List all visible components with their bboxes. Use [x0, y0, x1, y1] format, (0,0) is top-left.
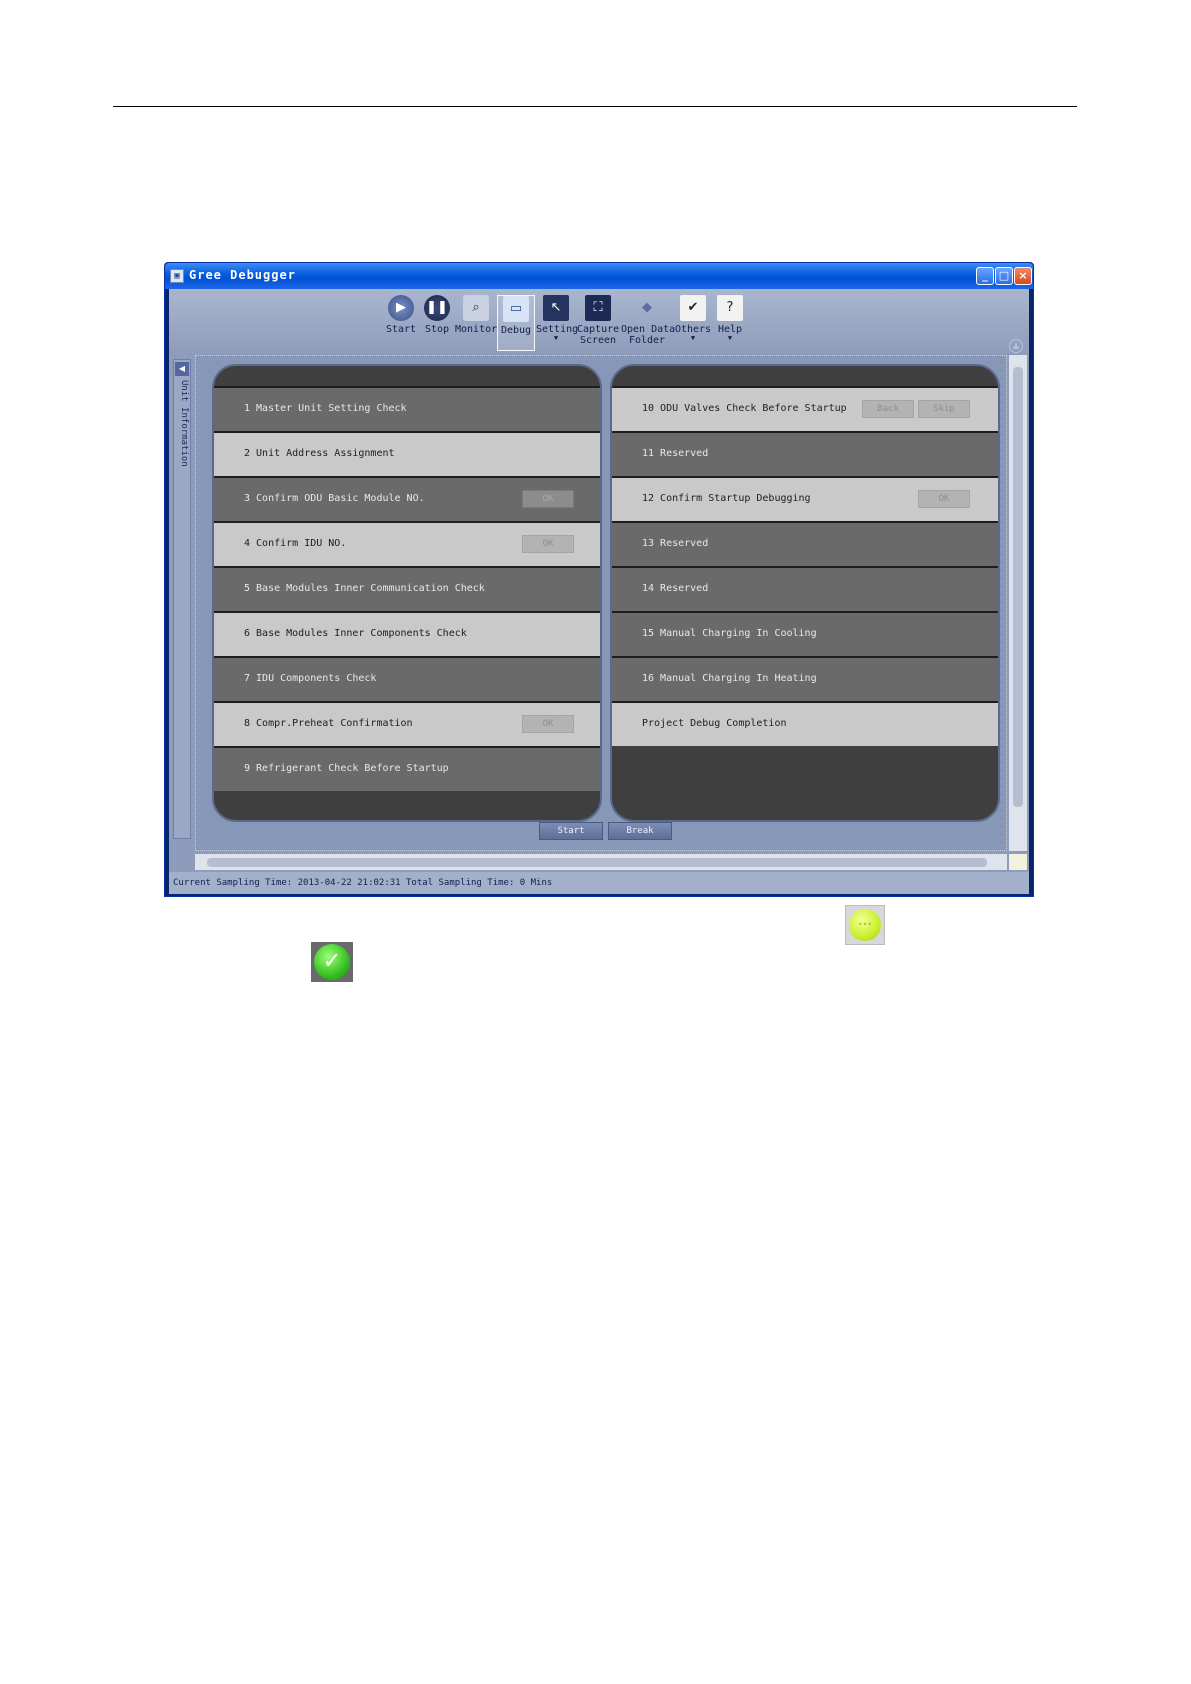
client-area — [169, 289, 1029, 894]
step-row-2[interactable] — [214, 431, 600, 476]
capture-icon: ⛶ — [585, 295, 611, 321]
step-label: 9 Refrigerant Check Before Startup — [244, 763, 449, 774]
chevron-down-icon: ▼ — [690, 334, 696, 342]
step-row-11[interactable] — [612, 431, 998, 476]
toolbar-collapse-icon[interactable]: ▲ — [1009, 339, 1023, 353]
step-10-skip-button[interactable]: Skip — [918, 400, 970, 418]
left-steps-panel — [212, 364, 602, 822]
app-icon: ▣ — [170, 269, 184, 283]
toolbar-stop-button[interactable]: ❚❚ Stop — [420, 295, 454, 351]
step-row-completion[interactable] — [612, 701, 998, 746]
step-3-ok-button[interactable]: OK — [522, 490, 574, 508]
toolbar-capture-screen-button[interactable]: ⛶ Capture Screen — [577, 295, 619, 351]
step-row-16[interactable] — [612, 656, 998, 701]
unit-information-tab[interactable] — [173, 359, 191, 839]
gree-debugger-window — [164, 262, 1034, 897]
unit-information-label: Unit Information — [179, 380, 189, 467]
step-10-back-button[interactable]: Back — [862, 400, 914, 418]
step-row-1[interactable] — [214, 386, 600, 431]
minimize-button[interactable]: _ — [976, 267, 994, 285]
vertical-scrollbar[interactable] — [1009, 355, 1027, 851]
step-label: 16 Manual Charging In Heating — [642, 673, 817, 684]
toolbar — [169, 289, 1029, 353]
help-icon: ? — [717, 295, 743, 321]
monitor-icon: ▭ — [503, 296, 529, 322]
scrollbar-corner — [1009, 854, 1027, 870]
step-row-12[interactable] — [612, 476, 998, 521]
right-steps-panel — [610, 364, 1000, 822]
step-8-ok-button[interactable]: OK — [522, 715, 574, 733]
horizontal-scroll-thumb[interactable] — [207, 858, 987, 867]
step-label: 7 IDU Components Check — [244, 673, 377, 684]
maximize-button[interactable]: □ — [995, 267, 1013, 285]
step-label: 3 Confirm ODU Basic Module NO. — [244, 493, 425, 504]
step-row-6[interactable] — [214, 611, 600, 656]
toolbar-setting-button[interactable]: ↖ Setting ▼ — [536, 295, 576, 351]
step-row-13[interactable] — [612, 521, 998, 566]
play-icon: ▶ — [388, 295, 414, 321]
step-label: 11 Reserved — [642, 448, 709, 459]
step-label: 10 ODU Valves Check Before Startup — [642, 403, 847, 414]
step-row-3[interactable] — [214, 476, 600, 521]
step-row-9[interactable] — [214, 746, 600, 791]
chevron-down-icon: ▼ — [553, 334, 559, 342]
magnifier-icon: ⌕ — [463, 295, 489, 321]
toolbar-start-button[interactable]: ▶ Start — [383, 295, 419, 351]
debug-steps-area — [195, 355, 1007, 851]
toolbar-others-button[interactable]: ✔ Others ▼ — [674, 295, 712, 351]
step-label: 15 Manual Charging In Cooling — [642, 628, 817, 639]
step-row-15[interactable] — [612, 611, 998, 656]
cursor-icon: ↖ — [543, 295, 569, 321]
status-text: Current Sampling Time: 2013-04-22 21:02:31 Total Sampling Time: 0 Mins — [173, 878, 553, 888]
status-in-progress-icon: ••• — [845, 905, 885, 945]
vertical-scroll-thumb[interactable] — [1013, 367, 1023, 807]
toolbar-open-data-folder-button[interactable]: ◆ Open Data Folder — [621, 295, 673, 351]
page-top-rule — [113, 106, 1077, 107]
title-bar[interactable] — [165, 263, 1033, 289]
step-label: 2 Unit Address Assignment — [244, 448, 395, 459]
status-done-icon: ✓ — [311, 942, 353, 982]
step-row-5[interactable] — [214, 566, 600, 611]
step-row-4[interactable] — [214, 521, 600, 566]
toolbar-monitor-button[interactable]: ⌕ Monitor — [455, 295, 497, 351]
step-label: 5 Base Modules Inner Communication Check — [244, 583, 485, 594]
step-label: 14 Reserved — [642, 583, 709, 594]
collapse-left-icon[interactable]: ◀ — [175, 362, 189, 376]
step-label: 4 Confirm IDU NO. — [244, 538, 347, 549]
horizontal-scrollbar[interactable] — [195, 854, 1007, 870]
close-button[interactable]: × — [1014, 267, 1032, 285]
step-label: Project Debug Completion — [642, 718, 787, 729]
step-row-14[interactable] — [612, 566, 998, 611]
status-bar — [169, 872, 1029, 894]
pause-icon: ❚❚ — [424, 295, 450, 321]
step-row-8[interactable] — [214, 701, 600, 746]
toolbar-help-button[interactable]: ? Help ▼ — [714, 295, 746, 351]
step-label: 6 Base Modules Inner Components Check — [244, 628, 467, 639]
step-label: 8 Compr.Preheat Confirmation — [244, 718, 413, 729]
step-label: 13 Reserved — [642, 538, 709, 549]
step-4-ok-button[interactable]: OK — [522, 535, 574, 553]
step-row-10[interactable] — [612, 386, 998, 431]
folder-icon: ◆ — [642, 300, 652, 315]
checklist-icon: ✔ — [680, 295, 706, 321]
step-row-7[interactable] — [214, 656, 600, 701]
step-label: 12 Confirm Startup Debugging — [642, 493, 811, 504]
window-title: Gree Debugger — [189, 268, 296, 282]
step-label: 1 Master Unit Setting Check — [244, 403, 407, 414]
break-button[interactable]: Break — [608, 822, 672, 840]
chevron-down-icon: ▼ — [727, 334, 733, 342]
toolbar-debug-button[interactable]: ▭ Debug — [497, 295, 535, 351]
start-button[interactable]: Start — [539, 822, 603, 840]
step-12-ok-button[interactable]: OK — [918, 490, 970, 508]
